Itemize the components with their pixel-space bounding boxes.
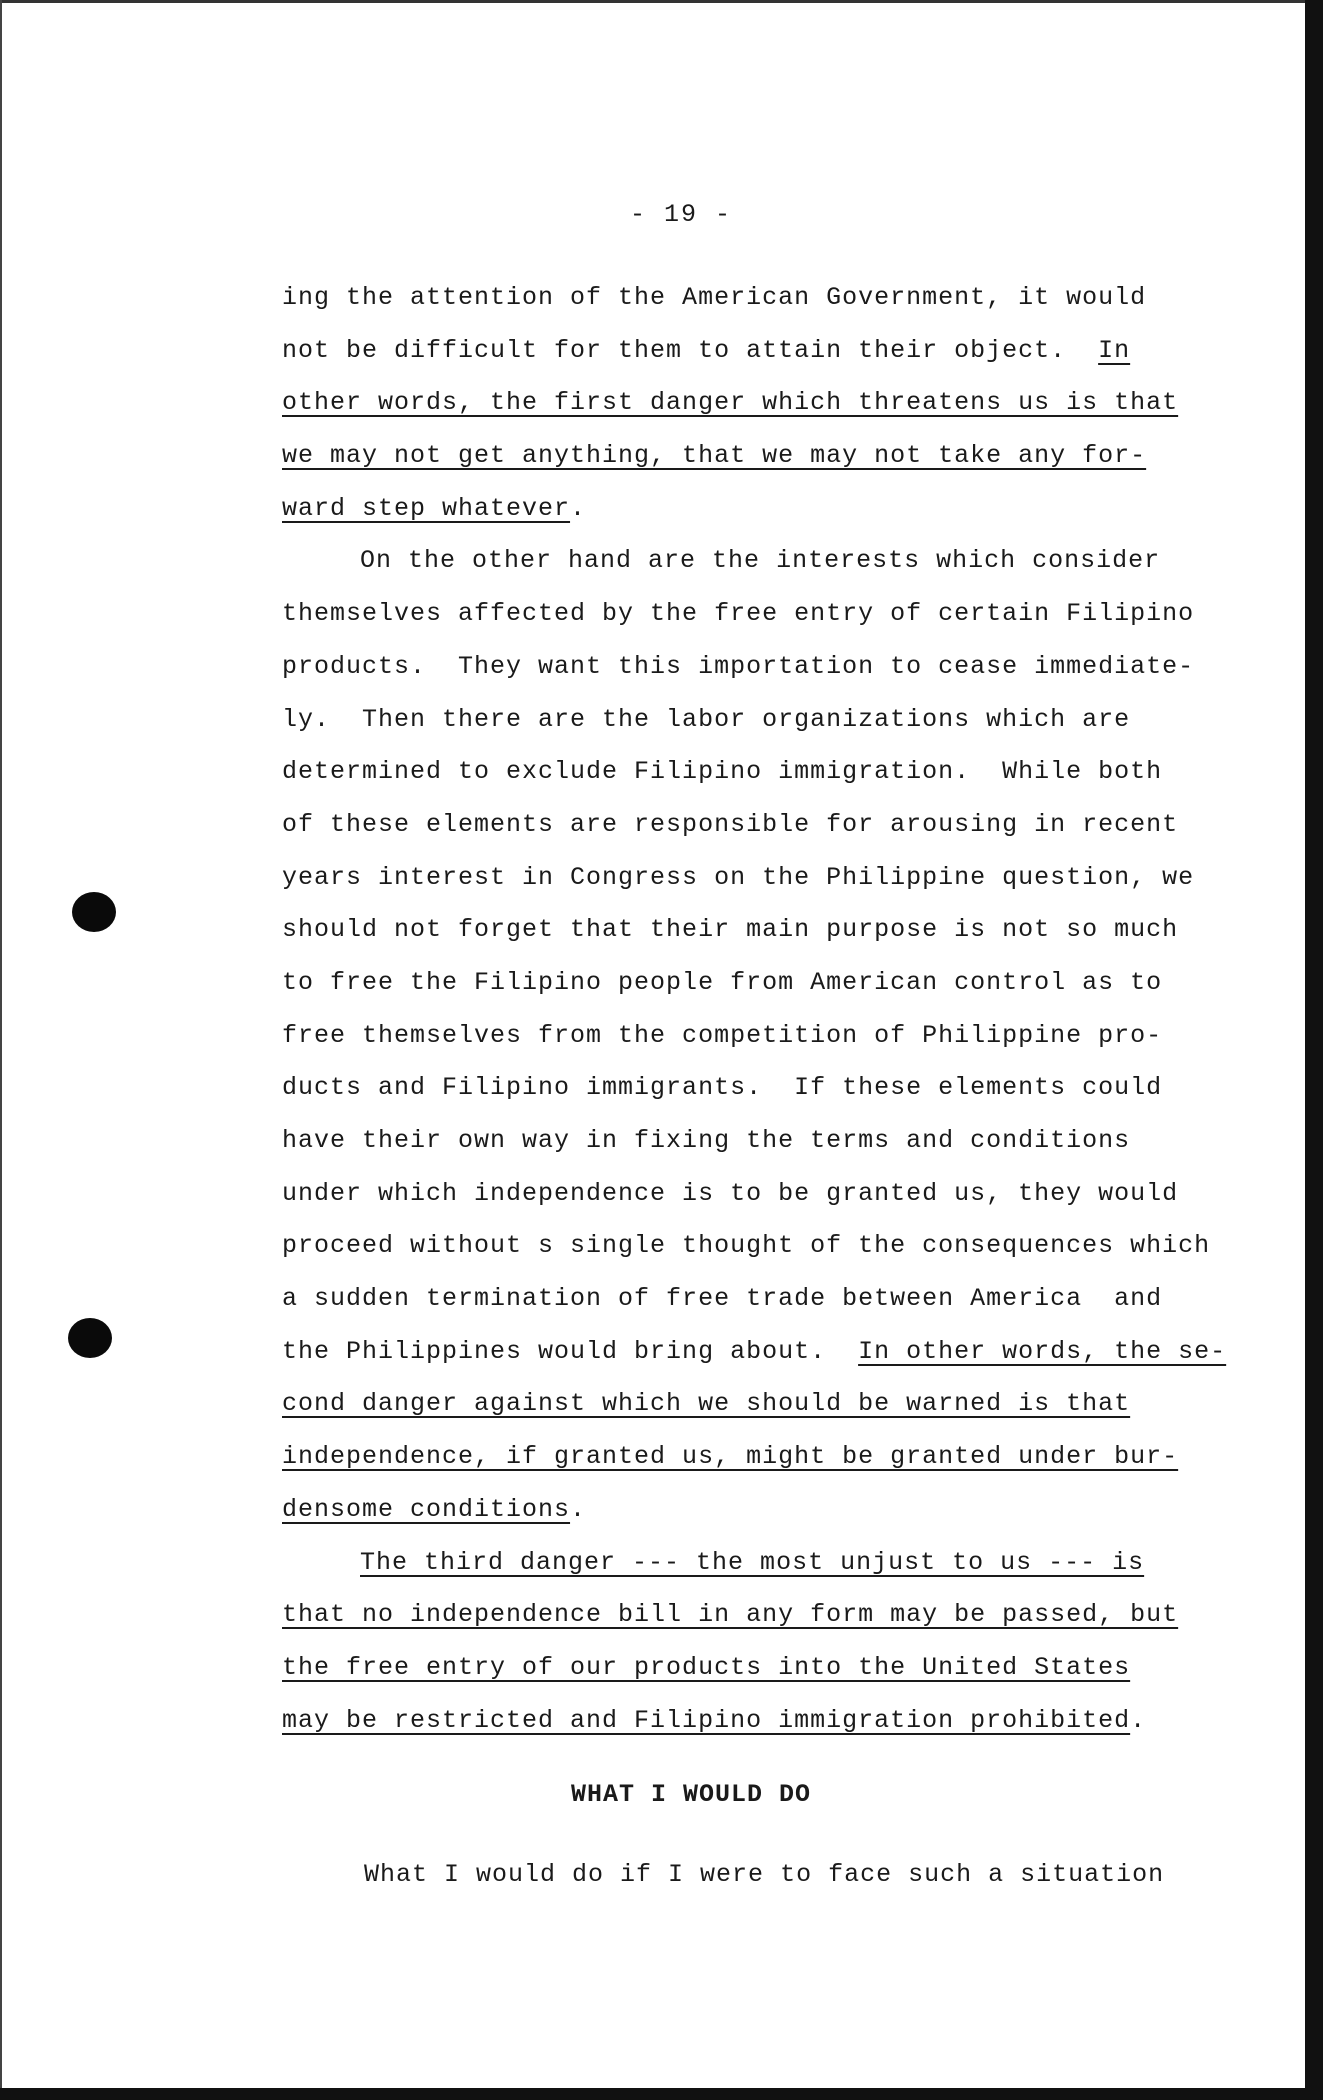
- underlined-text: ward step whatever: [282, 493, 571, 523]
- paragraph-line: [282, 805, 1242, 858]
- line-text: .: [570, 1494, 587, 1524]
- scan-edge-top: [0, 0, 1305, 3]
- line-text: On the other hand are the interests which consider: [360, 546, 1161, 576]
- page-number: - 19 -: [630, 200, 733, 229]
- underlined-text: independence, if granted us, might be granted under bur-: [282, 1442, 1179, 1472]
- line-text: ducts and Filipino immigrants. If these elements could: [282, 1073, 1163, 1103]
- paragraph-line: [282, 1648, 1242, 1701]
- paragraph-line: [282, 858, 1242, 911]
- paragraph-line: [282, 1016, 1242, 1069]
- paragraph-line: [282, 383, 1242, 436]
- line-text: have their own way in fixing the terms and conditions: [282, 1126, 1131, 1155]
- line-text: under which independence is to be granted us, they would: [282, 1178, 1179, 1208]
- scan-edge-right: [1305, 0, 1323, 2100]
- line-text: ing the attention of the American Government, it would: [282, 283, 1147, 312]
- scan-edge-left: [0, 0, 2, 2088]
- paragraph-line: [282, 331, 1242, 384]
- paragraph-line: [282, 647, 1242, 700]
- paragraph-line: [282, 1121, 1242, 1174]
- paragraph-line: [282, 1543, 1242, 1596]
- line-text: the Philippines would bring about.: [282, 1336, 859, 1366]
- paragraph-line: [282, 1068, 1242, 1121]
- paragraph-line: [282, 1384, 1242, 1437]
- section-heading: WHAT I WOULD DO: [571, 1780, 812, 1809]
- paragraph-line: [282, 1437, 1242, 1490]
- body-text: [282, 278, 1242, 1753]
- underlined-text: the free entry of our products into the United States: [282, 1652, 1131, 1682]
- underlined-text: other words, the first danger which threatens us is that: [282, 388, 1179, 418]
- line-text: .: [1130, 1705, 1147, 1735]
- paragraph-line: [282, 594, 1242, 647]
- line-text: .: [570, 493, 587, 523]
- paragraph-line: [282, 700, 1242, 753]
- paragraph-line: [282, 963, 1242, 1016]
- underlined-text: In: [1098, 335, 1131, 365]
- paragraph-line: [282, 1279, 1242, 1332]
- paragraph-line: [282, 752, 1242, 805]
- paragraph-line: [282, 1174, 1242, 1227]
- underlined-text: that no independence bill in any form may be passed, but: [282, 1600, 1179, 1630]
- underlined-text: we may not get anything, that we may not take any for-: [282, 441, 1147, 471]
- paragraph-line: [282, 1701, 1242, 1754]
- scan-edge-bottom: [0, 2088, 1323, 2100]
- line-text: of these elements are responsible for arousing in recent: [282, 809, 1179, 839]
- underlined-text: cond danger against which we should be warned is that: [282, 1389, 1131, 1419]
- line-text: products. They want this importation to cease immediate-: [282, 651, 1195, 681]
- line-text: determined to exclude Filipino immigration. While both: [282, 757, 1163, 787]
- paragraph-line: [282, 1332, 1242, 1385]
- punch-hole: [68, 1318, 112, 1358]
- paragraph-line: [282, 1226, 1242, 1279]
- paragraph-line: [282, 278, 1242, 331]
- paragraph-line: [282, 436, 1242, 489]
- underlined-text: may be restricted and Filipino immigration prohibited: [282, 1705, 1131, 1735]
- line-text: should not forget that their main purpose is not so much: [282, 915, 1179, 945]
- line-text: not be difficult for them to attain their object.: [282, 335, 1099, 365]
- line-text: a sudden termination of free trade between America and: [282, 1284, 1163, 1314]
- paragraph-line: [282, 1490, 1242, 1543]
- line-text: free themselves from the competition of Philippine pro-: [282, 1020, 1163, 1050]
- line-text: proceed without s single thought of the consequences which: [282, 1231, 1211, 1261]
- paragraph-line: What I would do if I were to face such a situation: [364, 1860, 1165, 1889]
- punch-hole: [72, 892, 116, 932]
- underlined-text: densome conditions: [282, 1494, 571, 1524]
- line-text: to free the Filipino people from American control as to: [282, 967, 1163, 997]
- line-text: ly. Then there are the labor organizations which are: [282, 704, 1131, 734]
- underlined-text: In other words, the se-: [858, 1336, 1227, 1366]
- paragraph-line: [282, 541, 1242, 594]
- line-text: years interest in Congress on the Philippine question, we: [282, 862, 1195, 892]
- paragraph-line: [282, 1595, 1242, 1648]
- underlined-text: The third danger --- the most unjust to us --- is: [360, 1547, 1145, 1577]
- paragraph-line: [282, 489, 1242, 542]
- paragraph-line: [282, 910, 1242, 963]
- line-text: themselves affected by the free entry of certain Filipino: [282, 599, 1195, 629]
